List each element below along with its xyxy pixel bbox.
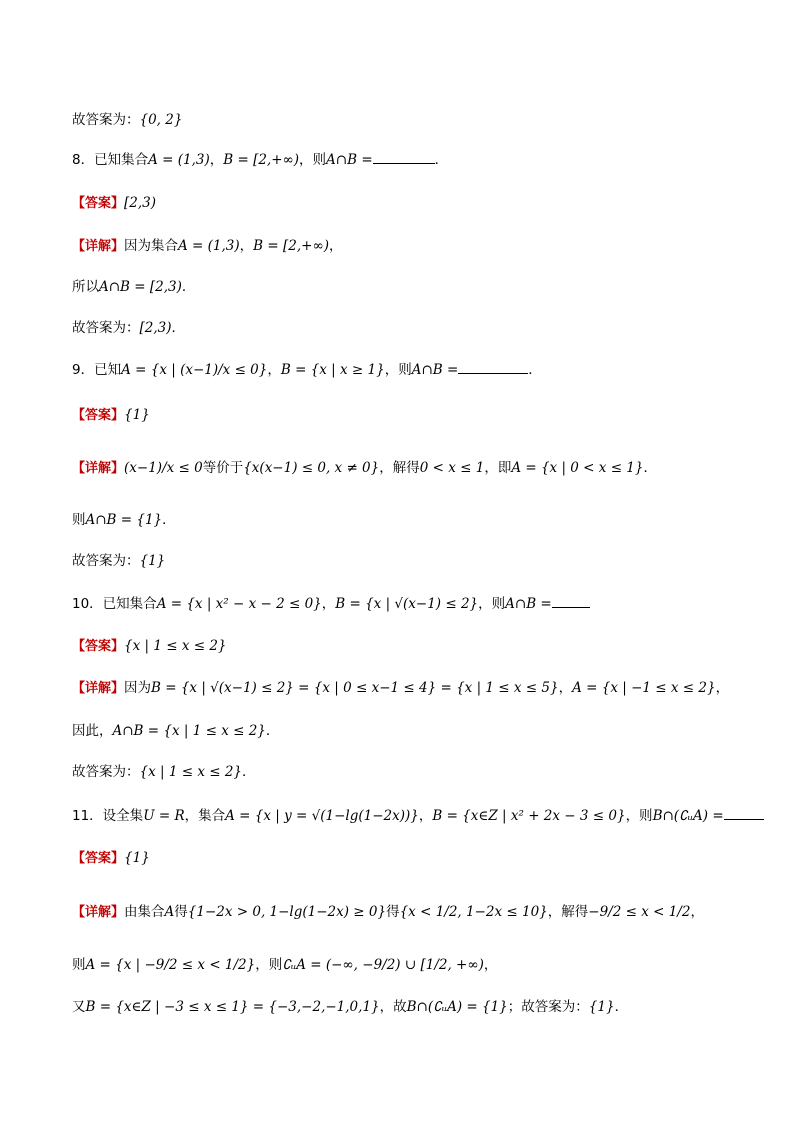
text-line-l6	[72, 318, 185, 338]
math-expression: A = (1,3)	[148, 152, 210, 168]
math-expression: A = {x | (x−1)/x ≤ 0}	[121, 362, 268, 378]
math-expression: A = {x | 0 < x ≤ 1}	[511, 460, 644, 476]
answer-blank	[724, 807, 764, 820]
math-expression: {1}	[139, 553, 166, 569]
answer-blank	[552, 595, 590, 608]
text-span: ．	[614, 999, 629, 1015]
text-span: ，则	[478, 596, 506, 612]
text-span: ．	[181, 279, 196, 295]
text-line-l13	[72, 636, 227, 657]
text-line-l5	[72, 277, 195, 297]
math-expression: ∁ᵤA = (−∞, −9/2) ∪ [1/2, +∞)	[282, 957, 484, 973]
answer-blank	[373, 151, 435, 164]
math-expression: A = {x | y = √(1−lg(1−2x))}	[225, 808, 419, 824]
text-line-l11	[72, 551, 165, 571]
text-span: 则	[72, 957, 86, 973]
math-expression: A = (1,3)	[178, 238, 240, 254]
text-line-l15	[72, 721, 279, 741]
text-span: ，	[328, 238, 343, 254]
text-span: ，则	[625, 808, 653, 824]
math-expression: {1}	[588, 999, 615, 1015]
section-tag: 【答案】	[72, 408, 125, 423]
text-span: 等价于	[202, 460, 244, 476]
math-expression: A∩B = [2,3)	[99, 279, 182, 295]
math-expression: A∩B = {1}	[85, 512, 163, 528]
text-span: 故答案为：	[72, 553, 140, 569]
text-span: 则	[72, 512, 86, 528]
math-expression: {x(x−1) ≤ 0, x ≠ 0}	[243, 460, 380, 476]
text-span: ，故	[379, 999, 407, 1015]
text-span: ；故答案为：	[507, 999, 589, 1015]
text-span: ，解得	[379, 460, 420, 476]
math-expression: [2,3)	[139, 320, 172, 336]
text-span: ，则	[299, 152, 327, 168]
text-line-l16	[72, 762, 256, 782]
math-expression: {x < 1/2, 1−2x ≤ 10}	[399, 904, 548, 920]
text-span: ，	[690, 904, 704, 920]
text-span: 因为	[124, 680, 152, 696]
text-span: ，解得	[547, 904, 589, 920]
text-line-l12	[72, 594, 590, 614]
math-expression: A∩B =	[411, 362, 459, 378]
text-span: ，	[321, 596, 336, 612]
text-span: ，	[715, 680, 730, 696]
text-line-l20	[72, 955, 497, 975]
text-line-l4	[72, 236, 342, 257]
text-line-l7	[72, 360, 542, 380]
math-expression: {0, 2}	[139, 112, 183, 128]
math-expression: B = [2,+∞)	[223, 152, 300, 168]
text-line-l19	[72, 902, 704, 923]
math-expression: A = {x | −9/2 ≤ x < 1/2}	[85, 957, 256, 973]
text-span: 故答案为：	[72, 764, 140, 780]
text-line-l21	[72, 997, 628, 1017]
text-line-l2	[72, 150, 448, 170]
math-expression: A∩B =	[505, 596, 552, 612]
math-expression: {1}	[124, 407, 150, 423]
math-expression: B = {x∈Z | −3 ≤ x ≤ 1} = {−3,−2,−1,0,1}	[85, 999, 380, 1015]
text-span: 又	[72, 999, 86, 1015]
section-tag: 【详解】	[72, 905, 125, 920]
section-tag: 【答案】	[72, 639, 125, 654]
text-span: ．	[162, 512, 176, 528]
text-span: 由集合	[124, 904, 165, 920]
text-span: ，即	[484, 460, 512, 476]
text-line-l17	[72, 806, 764, 826]
text-line-l1	[72, 110, 182, 130]
text-line-l14	[72, 678, 729, 699]
text-span: 11．设全集	[72, 808, 144, 824]
math-expression: {1}	[124, 850, 150, 866]
section-tag: 【答案】	[72, 196, 125, 211]
math-expression: B∩(∁ᵤA) = {1}	[406, 999, 508, 1015]
text-span: ，	[267, 362, 281, 378]
text-span: ，集合	[184, 808, 226, 824]
text-line-l9	[72, 458, 657, 479]
text-span: 8．已知集合	[72, 152, 149, 168]
math-expression: B = [2,+∞)	[253, 238, 329, 254]
text-span: ，	[483, 957, 498, 973]
math-expression: A = {x | −1 ≤ x ≤ 2}	[572, 680, 716, 696]
text-line-l8	[72, 405, 150, 426]
text-span: ，则	[255, 957, 283, 973]
section-tag: 【详解】	[72, 681, 125, 696]
text-span: ，	[239, 238, 254, 254]
text-span: 9．已知	[72, 362, 122, 378]
text-span: ，则	[384, 362, 412, 378]
section-tag: 【详解】	[72, 239, 125, 254]
text-span: 因此，	[72, 723, 113, 739]
section-tag: 【答案】	[72, 851, 125, 866]
text-span: 所以	[72, 279, 99, 295]
text-span: ，	[418, 808, 433, 824]
text-span: ，	[558, 680, 573, 696]
math-expression: {x | 1 ≤ x ≤ 2}	[139, 764, 243, 780]
math-expression: B = {x | x ≥ 1}	[280, 362, 385, 378]
math-expression: A∩B = {x | 1 ≤ x ≤ 2}	[112, 723, 266, 739]
text-line-l3	[72, 193, 156, 214]
math-expression: A = {x | x² − x − 2 ≤ 0}	[156, 596, 322, 612]
math-expression: U = R	[143, 808, 185, 824]
answer-blank	[458, 361, 528, 374]
text-span: 因为集合	[124, 238, 179, 254]
math-expression: B = {x | √(x−1) ≤ 2} = {x | 0 ≤ x−1 ≤ 4} = {x | 1 ≤ x ≤ 5}	[151, 680, 559, 696]
text-span: ．	[171, 320, 186, 336]
math-expression: A	[164, 904, 175, 920]
text-span: 故答案为：	[72, 320, 140, 336]
text-line-l18	[72, 848, 150, 869]
text-span: ，	[209, 152, 224, 168]
math-expression: B = {x | √(x−1) ≤ 2}	[335, 596, 479, 612]
text-span: ．	[434, 152, 449, 168]
math-expression: [2,3)	[124, 195, 157, 211]
text-span: 10．已知集合	[72, 596, 157, 612]
text-line-l10	[72, 510, 176, 530]
text-span: 得	[386, 904, 400, 920]
math-expression: B = {x∈Z | x² + 2x − 3 ≤ 0}	[432, 808, 626, 824]
text-span: ．	[265, 723, 280, 739]
text-span: 故答案为：	[72, 112, 140, 128]
math-expression: 0 < x ≤ 1	[419, 460, 485, 476]
text-span: ．	[242, 764, 256, 780]
text-span: 得	[174, 904, 188, 920]
math-expression: (x−1)/x ≤ 0	[124, 460, 203, 476]
math-expression: B∩(∁ᵤA) =	[652, 808, 724, 824]
section-tag: 【详解】	[72, 461, 125, 476]
math-expression: A∩B =	[326, 152, 373, 168]
text-span: ．	[528, 362, 542, 378]
math-expression: −9/2 ≤ x < 1/2	[588, 904, 691, 920]
math-expression: {x | 1 ≤ x ≤ 2}	[124, 638, 227, 654]
math-expression: {1−2x > 0, 1−lg(1−2x) ≥ 0}	[187, 904, 387, 920]
text-span: ．	[643, 460, 657, 476]
